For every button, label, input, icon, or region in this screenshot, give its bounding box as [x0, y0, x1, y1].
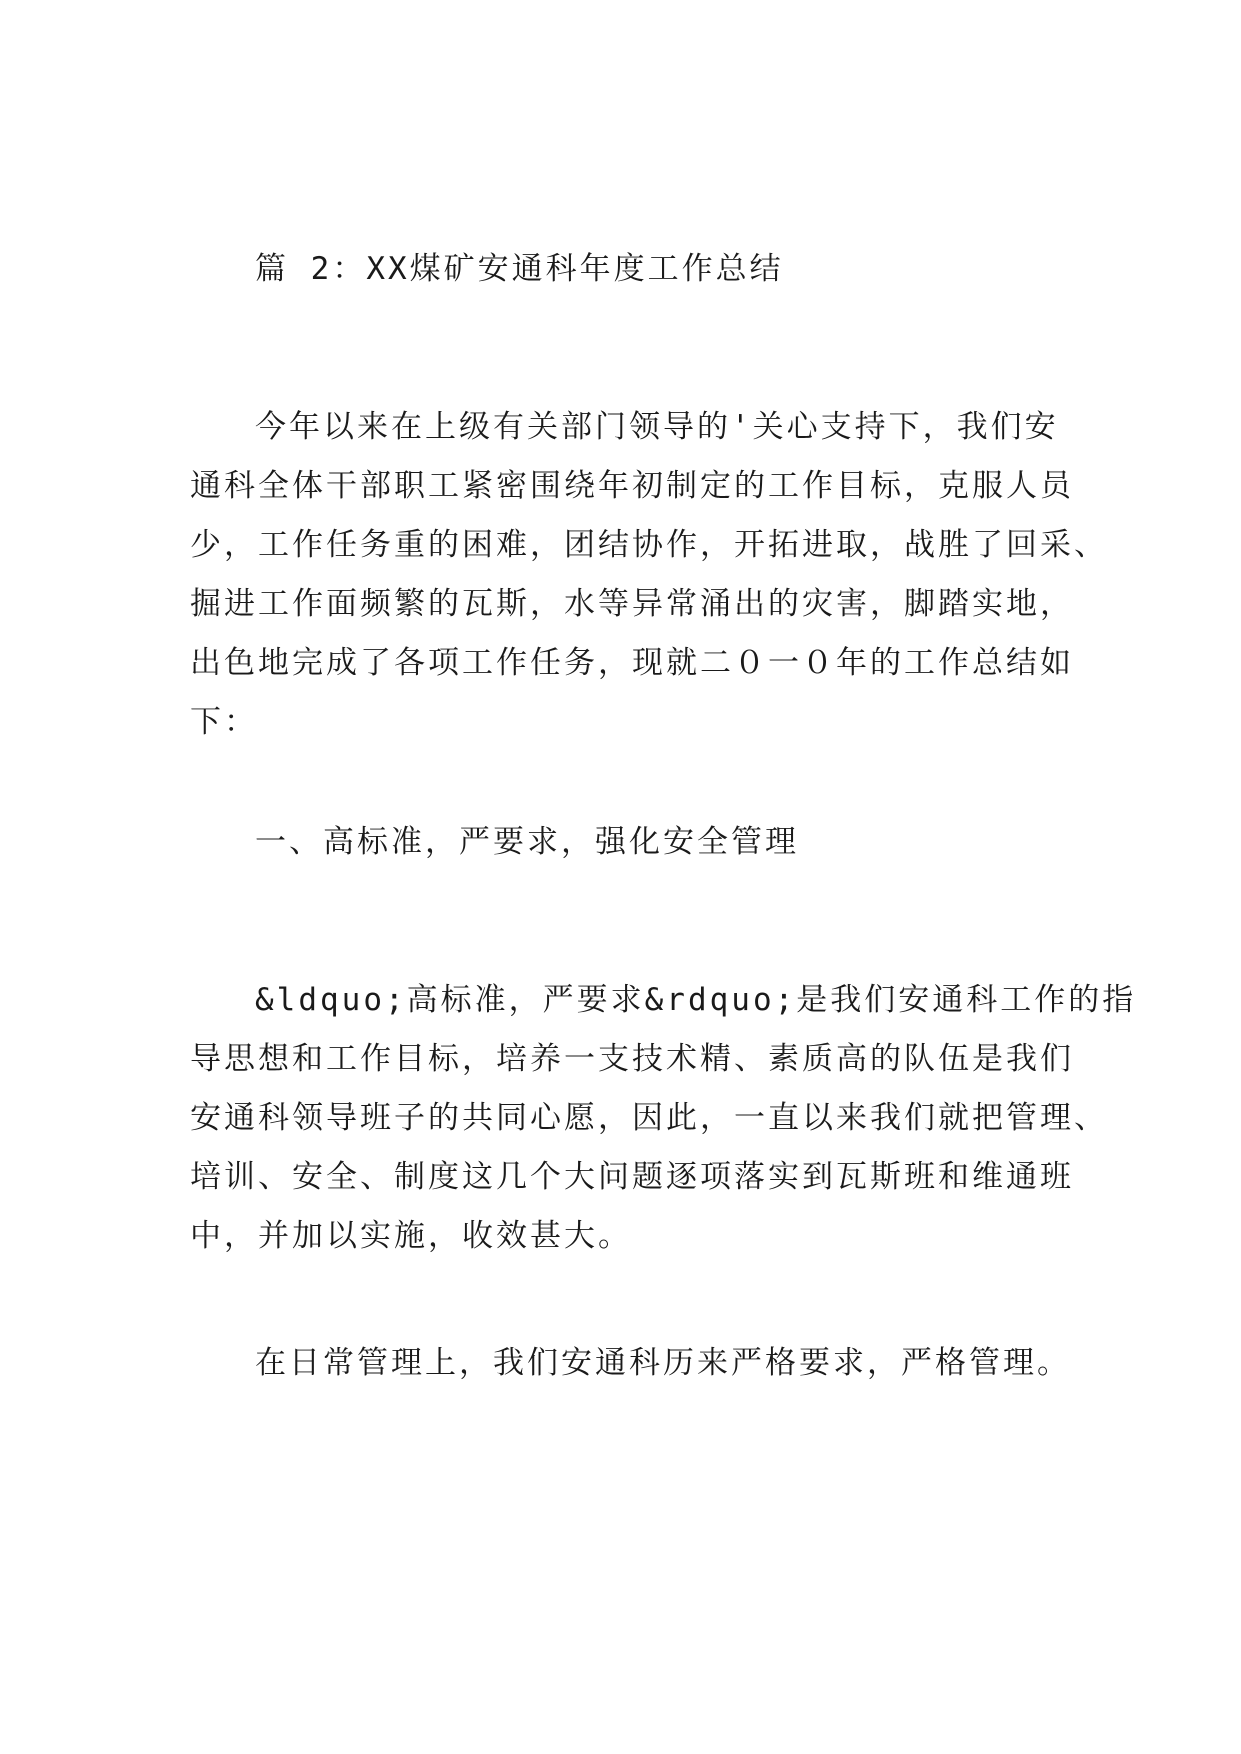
paragraph-daily-management [190, 1334, 1070, 1393]
paragraph-line: 中，并加以实施，收效甚大。 [190, 1218, 632, 1254]
paragraph-line: 下： [190, 704, 258, 740]
paragraph-intro [190, 398, 1108, 752]
paragraph-line: 培训、安全、制度这几个大问题逐项落实到瓦斯班和维通班 [190, 1159, 1074, 1195]
paragraph-line: 出色地完成了各项工作任务，现就二０一０年的工作总结如 [190, 645, 1074, 681]
paragraph-line: 导思想和工作目标，培养一支技术精、素质高的队伍是我们 [190, 1041, 1074, 1077]
paragraph-section-1 [190, 971, 1137, 1266]
paragraph-line: 通科全体干部职工紧密围绕年初制定的工作目标，克服人员 [190, 468, 1074, 504]
paragraph-line: 在日常管理上，我们安通科历来严格要求，严格管理。 [255, 1345, 1071, 1381]
paragraph-line: 掘进工作面频繁的瓦斯，水等异常涌出的灾害，脚踏实地， [190, 586, 1074, 622]
section-heading-1: 一、高标准，严要求，强化安全管理 [255, 824, 799, 860]
paragraph-line: 今年以来在上级有关部门领导的'关心支持下，我们安 [255, 409, 1059, 445]
paragraph-line: &ldquo;高标准，严要求&rdquo;是我们安通科工作的指 [255, 982, 1137, 1018]
document-title: 篇 2：XX煤矿安通科年度工作总结 [255, 251, 784, 287]
paragraph-line: 安通科领导班子的共同心愿，因此，一直以来我们就把管理、 [190, 1100, 1108, 1136]
paragraph-line: 少，工作任务重的困难，团结协作，开拓进取，战胜了回采、 [190, 527, 1108, 563]
